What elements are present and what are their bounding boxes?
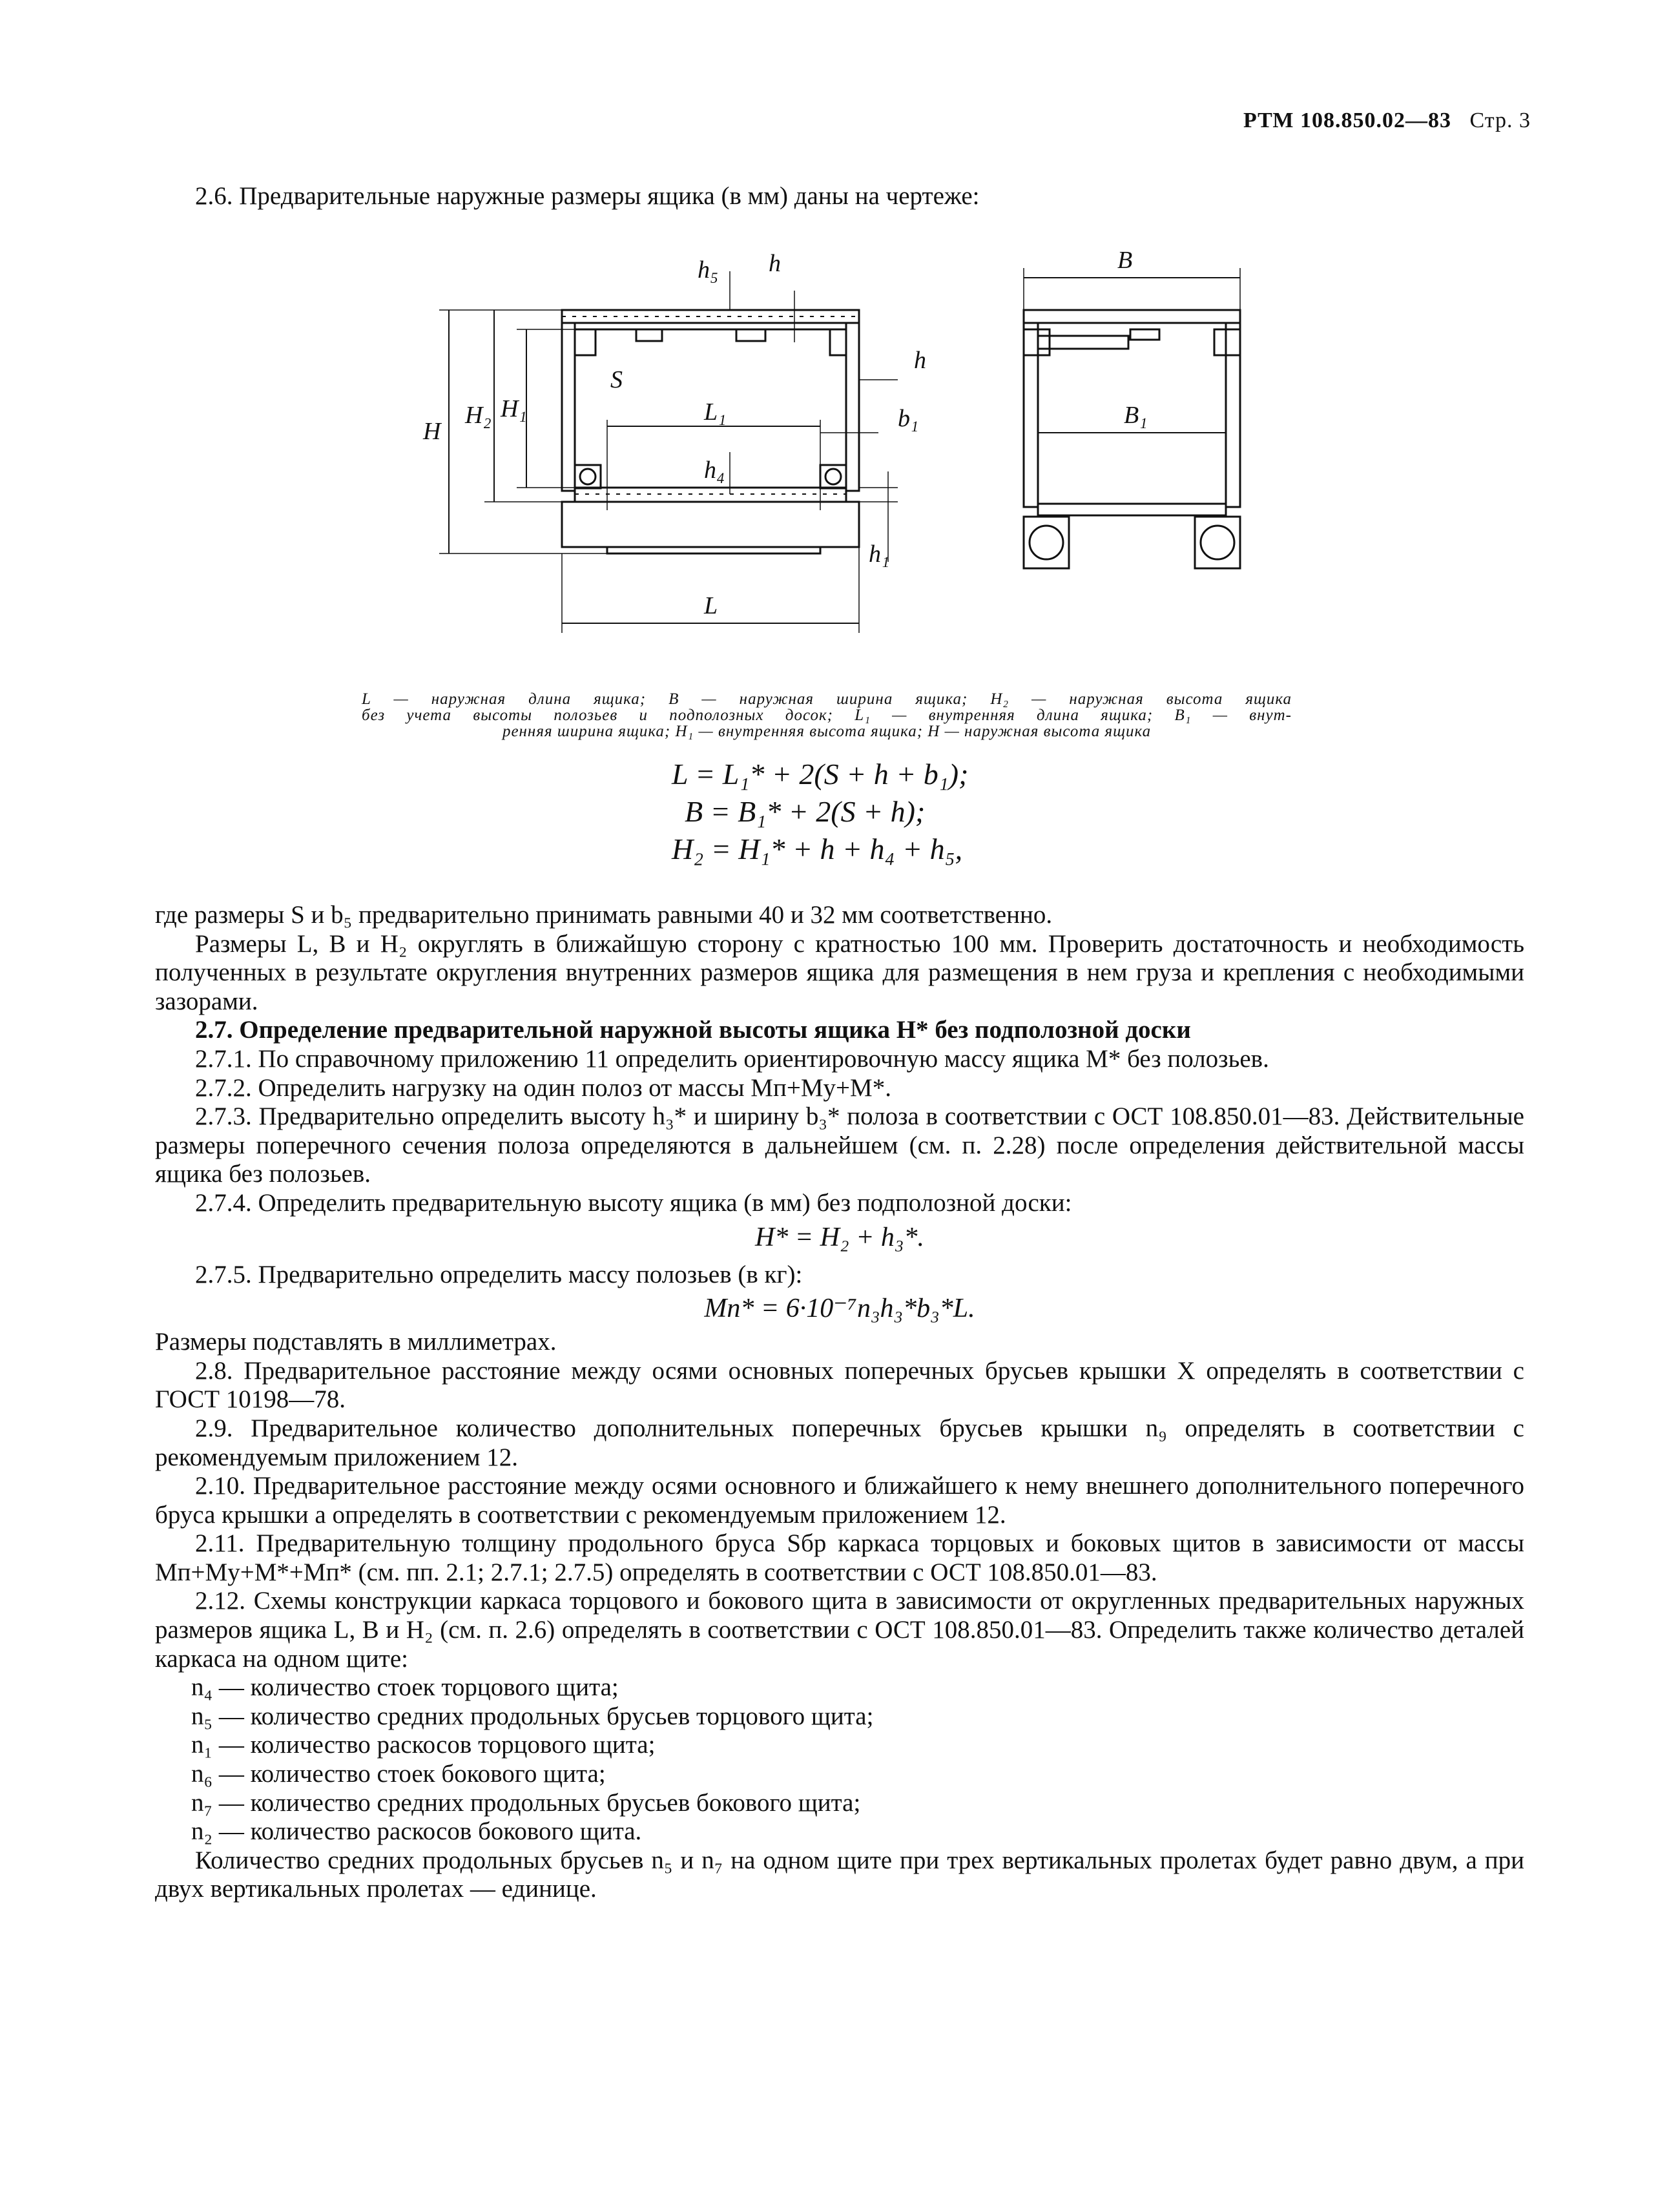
paragraph-2-7-4: 2.7.4. Определить предварительную высоту ящика (в мм) без подполозной доски: bbox=[195, 1188, 1072, 1217]
list-item: n₁ — количество раскосов торцового щита; bbox=[191, 1731, 656, 1759]
paragraph-final: Количество средних продольных брусьев n₅ и n₇ на одном щите при трех вертикальных пролетах будет равно двум, а при двух вертикальных пролетах — единице. bbox=[155, 1846, 1524, 1903]
box-dimension-drawing bbox=[388, 239, 1305, 652]
caption-line-2: без учета высоты полозьев и подполозных досок; L₁ — внутренняя длина ящика; B₁ — внут- bbox=[362, 707, 1292, 724]
paragraph-2-7-5: 2.7.5. Предварительно определить массу полозьев (в кг): bbox=[195, 1260, 803, 1288]
lid-crossbar-2 bbox=[736, 329, 765, 341]
lid-crossbar-1 bbox=[636, 329, 662, 341]
front-shelf bbox=[1038, 336, 1128, 349]
formula-H-star: H* = H₂ + h₃*. bbox=[754, 1222, 925, 1252]
list-item: n₄ — количество стоек торцового щита; bbox=[191, 1673, 619, 1702]
front-right-wall bbox=[1226, 323, 1240, 507]
label-B: B bbox=[1117, 247, 1133, 274]
caption-line-1: L — наружная длина ящика; B — наружная ширина ящика; H₂ — наружная высота ящика bbox=[362, 690, 1292, 708]
paragraph-units-note: Размеры подставлять в миллиметрах. bbox=[155, 1328, 557, 1356]
skid bbox=[562, 502, 859, 547]
paragraph-2-7-2: 2.7.2. Определить нагрузку на один полоз от массы Mп+Mу+M*. bbox=[195, 1073, 891, 1102]
left-wall bbox=[562, 323, 575, 491]
lid-crossbar-3 bbox=[830, 329, 846, 355]
front-corner-left bbox=[1024, 329, 1050, 355]
label-S: S bbox=[610, 366, 623, 393]
list-item: n₅ — количество средних продольных брусьев торцового щита; bbox=[191, 1702, 874, 1730]
paragraph-2-12: 2.12. Схемы конструкции каркаса торцового и бокового щита в зависимости от округленных предварительных наружных размеров ящика L, B и H₂ (см. п. 2.6) определять в соответствии с ОСТ 108.850.01—83. Определить также количество деталей каркаса на одном щите: bbox=[155, 1587, 1524, 1673]
label-b1: b₁ bbox=[898, 405, 919, 432]
formula-L: L = L₁* + 2(S + h + b₁); bbox=[672, 758, 969, 791]
paragraph-2-7-1: 2.7.1. По справочному приложению 11 определить ориентировочную массу ящика M* без полозьев. bbox=[195, 1044, 1269, 1073]
list-item: n₇ — количество средних продольных брусьев бокового щита; bbox=[191, 1788, 861, 1817]
label-h5: h₅ bbox=[698, 256, 719, 284]
under-skid-board bbox=[607, 547, 820, 553]
drawing-caption bbox=[362, 691, 1292, 739]
paragraph-2-9: 2.9. Предварительное количество дополнительных поперечных брусьев крышки n₉ определять в соответствии с рекомендуемым приложением 12. bbox=[155, 1414, 1524, 1471]
formula-H2: H₂ = H₁* + h + h₄ + h₅, bbox=[672, 832, 963, 865]
label-H2: H₂ bbox=[465, 402, 492, 429]
front-lid bbox=[1024, 310, 1240, 323]
paragraph-2-7-3: 2.7.3. Предварительно определить высоту h₃* и ширину b₃* полоза в соответствии с ОСТ 108.850.01—83. Действительные размеры поперечного сечения полоза определяются в дальнейшем (см. п. 2.28) после определения действительной массы ящика без полозьев. bbox=[155, 1102, 1524, 1188]
front-corner-right bbox=[1214, 329, 1240, 355]
label-L: L bbox=[704, 592, 718, 619]
paragraph-rounding: Размеры L, B и H₂ округлять в ближайшую сторону с кратностью 100 мм. Проверить достаточность и необходимость полученных в результате округления внутренних размеров ящика для размещения в нем груза и крепления с необходимыми зазорами. bbox=[155, 929, 1524, 1015]
section-2-7-heading: 2.7. Определение предварительной наружной высоты ящика H* без подполозной доски bbox=[195, 1016, 1191, 1044]
front-left-wall bbox=[1024, 323, 1038, 507]
section-2-6-heading: 2.6. Предварительные наружные размеры ящика (в мм) даны на чертеже: bbox=[195, 182, 980, 210]
formula-M-skids: Mп* = 6·10⁻⁷n₃h₃*b₃*L. bbox=[704, 1294, 975, 1324]
label-H1: H₁ bbox=[501, 395, 527, 422]
formula-B: B = B₁* + 2(S + h); bbox=[685, 795, 926, 828]
caption-line-3: ренняя ширина ящика; H₁ — внутренняя высота ящика; H — наружная высота ящика bbox=[502, 723, 1152, 740]
front-floor bbox=[1038, 504, 1226, 515]
corner-block-top-left bbox=[575, 329, 596, 355]
label-h-side: h bbox=[914, 347, 926, 374]
label-B1: B₁ bbox=[1124, 402, 1148, 429]
label-L1: L₁ bbox=[704, 398, 727, 426]
page-header bbox=[1243, 109, 1531, 133]
label-h-top: h bbox=[769, 250, 781, 277]
paragraph-dimensions-note: где размеры S и b₅ предварительно принимать равными 40 и 32 мм соответственно. bbox=[155, 901, 1053, 929]
list-item: n₂ — количество раскосов бокового щита. bbox=[191, 1817, 642, 1846]
right-wall bbox=[846, 323, 859, 491]
label-h4: h₄ bbox=[704, 457, 725, 484]
paragraph-2-8: 2.8. Предварительное расстояние между осями основных поперечных брусьев крышки X определять в соответствии с ГОСТ 10198—78. bbox=[155, 1356, 1524, 1414]
label-H: H bbox=[423, 418, 441, 445]
document-code: РТМ 108.850.02—83 bbox=[1243, 109, 1451, 132]
paragraph-2-11: 2.11. Предварительную толщину продольного бруса Sбр каркаса торцовых и боковых щитов в зависимости от массы Mп+Mу+M*+Mп* (см. пп. 2.1; 2.7.1; 2.7.5) определять в соответствии с ОСТ 108.850.01—83. bbox=[155, 1529, 1524, 1586]
label-h1: h₁ bbox=[869, 541, 890, 568]
formula-block bbox=[672, 756, 1124, 868]
page-number: Стр. 3 bbox=[1469, 109, 1531, 132]
intro-line bbox=[155, 182, 1524, 211]
main-text bbox=[155, 901, 1524, 1904]
paragraph-2-10: 2.10. Предварительное расстояние между осями основного и ближайшего к нему внешнего дополнительного поперечного бруса крышки a определять в соответствии с рекомендуемым приложением 12. bbox=[155, 1472, 1524, 1529]
front-crossbar bbox=[1130, 329, 1159, 340]
list-item: n₆ — количество стоек бокового щита; bbox=[191, 1760, 606, 1788]
